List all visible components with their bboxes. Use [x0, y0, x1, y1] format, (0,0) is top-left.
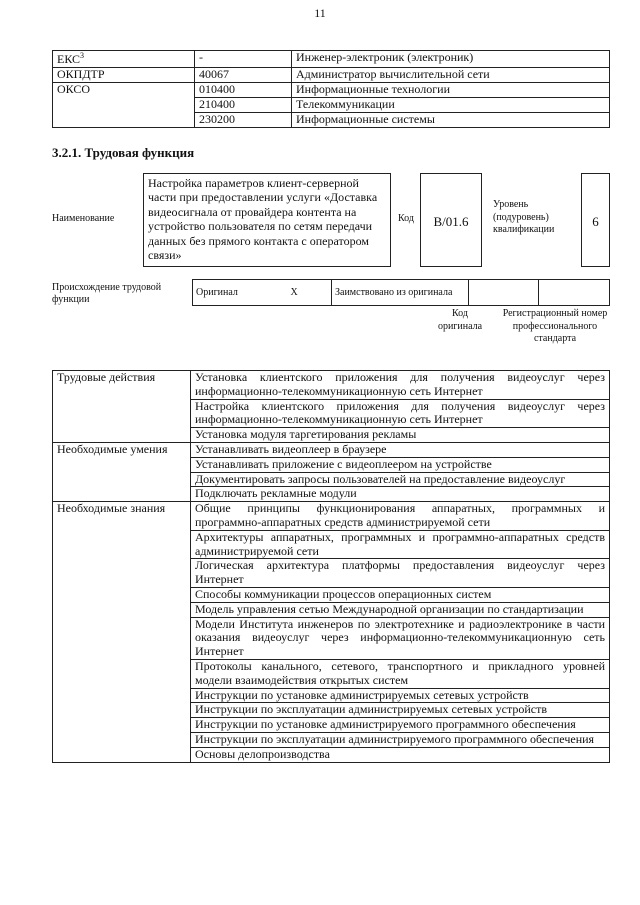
- classification-value: 230200: [195, 112, 292, 127]
- name-label: Наименование: [52, 213, 115, 224]
- classification-code-label: [53, 51, 195, 68]
- item-cell: Логическая архитектура платформы предоставления видеоуслуг через Интернет: [191, 559, 610, 588]
- borrowed-label: Заимствовано из оригинала: [332, 280, 469, 306]
- classification-row: [53, 112, 610, 127]
- item-cell: Устанавливать видеоплеер в браузере: [191, 442, 610, 457]
- page-number: 11: [314, 6, 326, 20]
- item-cell: Общие принципы функционирования аппаратных, программных и программно-аппаратных средств администрируемой сети: [191, 502, 610, 531]
- classification-name: Информационные технологии: [292, 82, 610, 97]
- classification-name: Информационные системы: [292, 112, 610, 127]
- classification-value: -: [195, 51, 292, 68]
- classification-code-label: [53, 97, 195, 112]
- footnote-marker: 3: [80, 51, 85, 60]
- classification-name: Телекоммуникации: [292, 97, 610, 112]
- category-cell: Необходимые знания: [53, 502, 191, 762]
- classification-row: [53, 97, 610, 112]
- item-cell: Основы делопроизводства: [191, 747, 610, 762]
- item-cell: Инструкции по эксплуатации администрируемых сетевых устройств: [191, 703, 610, 718]
- classification-code-text: ОКПДТР: [57, 66, 105, 81]
- function-details-table: [52, 370, 610, 763]
- table-row: [53, 371, 610, 400]
- classification-row: [53, 82, 610, 97]
- table-row: [53, 502, 610, 531]
- level-label: [493, 199, 573, 237]
- classification-code-text: ЕКС: [57, 52, 81, 66]
- function-code-box: B/01.6: [420, 173, 482, 267]
- original-label: Оригинал: [193, 280, 288, 306]
- classification-value: 010400: [195, 82, 292, 97]
- item-cell: Способы коммуникации процессов операционных систем: [191, 587, 610, 602]
- classification-row: [53, 51, 610, 68]
- item-cell: Инструкции по установке администрируемых сетевых устройств: [191, 688, 610, 703]
- origin-label: Происхождение трудовой функции: [52, 282, 162, 305]
- classification-code-label: [53, 82, 195, 97]
- item-cell: Устанавливать приложение с видеоплеером на устройстве: [191, 457, 610, 472]
- code-original-label: Код оригинала: [437, 308, 483, 332]
- reg-number-label: Регистрационный номер профессионального стандарта: [502, 308, 608, 344]
- classification-code-label: [53, 67, 195, 82]
- item-cell: Установка модуля таргетирования рекламы: [191, 428, 610, 443]
- item-cell: Документировать запросы пользователей на предоставление видеоуслуг: [191, 472, 610, 487]
- classification-code-label: [53, 112, 195, 127]
- item-cell: Модели Института инженеров по электротехнике и радиоэлектронике в части оказания видеоуслуг через информационно-телекоммуникационную сеть Интернет: [191, 617, 610, 659]
- item-cell: Инструкции по эксплуатации администрируемого программного обеспечения: [191, 732, 610, 747]
- section-title: 3.2.1. Трудовая функция: [52, 145, 195, 160]
- item-cell: Модель управления сетью Международной организации по стандартизации: [191, 602, 610, 617]
- function-name-box: Настройка параметров клиент-серверной части при предоставлении услуги «Доставка видеосигнала от провайдера контента на устройство пользователя по сетям передачи данных без прямого контакта с оператором связи»: [143, 173, 391, 267]
- classification-table: [52, 50, 610, 128]
- table-row: [53, 442, 610, 457]
- classification-name: Инженер-электроник (электроник): [292, 51, 610, 68]
- level-label-text: Уровень (подуровень) квалификации: [493, 199, 555, 235]
- item-cell: Архитектуры аппаратных, программных и программно-аппаратных средств администрируемой сети: [191, 530, 610, 559]
- original-mark: X: [288, 280, 332, 306]
- item-cell: Настройка клиентского приложения для получения видеоуслуг через информационно-телекоммуникационную сеть Интернет: [191, 399, 610, 428]
- classification-name: Администратор вычислительной сети: [292, 67, 610, 82]
- classification-code-text: ОКСО: [57, 81, 91, 96]
- classification-value: 210400: [195, 97, 292, 112]
- classification-value: 40067: [195, 67, 292, 82]
- origin-table: [192, 279, 610, 306]
- classification-row: [53, 67, 610, 82]
- item-cell: Установка клиентского приложения для получения видеоуслуг через информационно-телекоммуникационную сеть Интернет: [191, 371, 610, 400]
- item-cell: Инструкции по установке администрируемого программного обеспечения: [191, 718, 610, 733]
- code-label: Код: [398, 213, 414, 224]
- item-cell: Протоколы канального, сетевого, транспортного и прикладного уровней модели взаимодействия открытых систем: [191, 659, 610, 688]
- reg-number-cell: [539, 280, 610, 306]
- category-cell: Трудовые действия: [53, 371, 191, 443]
- function-level-box: 6: [581, 173, 610, 267]
- item-cell: Подключать рекламные модули: [191, 487, 610, 502]
- code-original-cell: [469, 280, 539, 306]
- category-cell: Необходимые умения: [53, 442, 191, 501]
